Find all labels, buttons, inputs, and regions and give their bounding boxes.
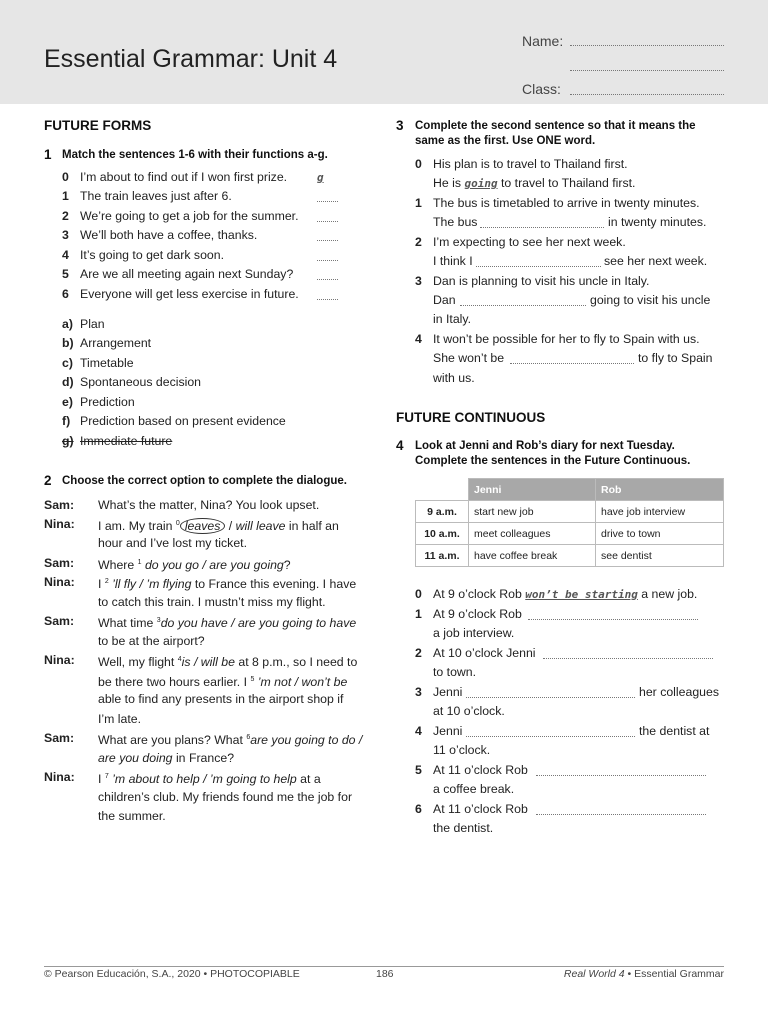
sentence: in twenty minutes. — [608, 215, 707, 229]
speaker-label: Nina: — [44, 653, 75, 667]
sentence: We’re going to get a job for the summer. — [80, 209, 299, 223]
sentence: the dentist at — [639, 724, 710, 738]
table-row — [416, 523, 724, 545]
dialogue-line: Well, my flight $^4$is / will be at 8 p.m., so I need to — [98, 655, 358, 670]
name-label: Name: — [522, 33, 564, 49]
speaker-label: Nina: — [44, 770, 75, 784]
footer-copyright: © Pearson Educación, S.A., 2020 • PHOTOCOPIABLE — [44, 968, 300, 980]
sentence: The bus is timetabled to arrive in twenty minutes. — [433, 196, 700, 210]
class-field[interactable] — [570, 81, 724, 95]
sentence: It’s going to get dark soon. — [80, 248, 225, 262]
item-number: 0 — [415, 157, 422, 171]
item-number: 6 — [62, 287, 69, 301]
sentence: Dan is planning to visit his uncle in Italy. — [433, 274, 650, 288]
function-letter: b) — [62, 336, 74, 350]
table-header: Jenni — [469, 479, 596, 501]
sentence: 11 o’clock. — [433, 743, 491, 757]
function-text: Prediction based on present evidence — [80, 414, 286, 428]
sentence: At 11 o’clock Rob — [433, 763, 528, 777]
table-cell: have job interview — [595, 501, 723, 523]
sentence: Everyone will get less exercise in future. — [80, 287, 299, 301]
function-letter: a) — [62, 317, 73, 331]
exercise-3-number: 3 — [396, 118, 404, 133]
function-text: Plan — [80, 317, 105, 331]
dialogue-line: I’m late. — [98, 712, 142, 726]
sentence: in Italy. — [433, 312, 472, 326]
dialogue-line: able to find any presents in the airport shop if — [98, 692, 344, 706]
sentence: The bus — [433, 215, 478, 229]
footer-book-title: Real World 4 • Essential Grammar — [563, 968, 724, 980]
sentence: I’m expecting to see her next week. — [433, 235, 626, 249]
answer-blank[interactable] — [528, 609, 698, 620]
table-header-row — [416, 479, 724, 501]
function-text: Arrangement — [80, 336, 152, 350]
answer-blank[interactable] — [317, 211, 338, 222]
footer-divider — [44, 966, 724, 967]
table-header: Rob — [595, 479, 723, 501]
sentence: At 9 o’clock Rob — [433, 607, 522, 621]
sentence: Dan — [433, 293, 456, 307]
sentence: The train leaves just after 6. — [80, 189, 232, 203]
item-number: 1 — [415, 607, 422, 621]
sentence: a job interview. — [433, 626, 515, 640]
speaker-label: Sam: — [44, 614, 75, 628]
table-header — [416, 479, 469, 501]
table-row — [416, 545, 724, 567]
class-label: Class: — [522, 81, 561, 97]
section-future-forms: FUTURE FORMS — [44, 118, 152, 133]
table-cell: 11 a.m. — [416, 545, 469, 567]
page-number: 186 — [376, 968, 394, 980]
answer-blank[interactable] — [466, 726, 635, 737]
sentence: the dentist. — [433, 821, 494, 835]
page-title: Essential Grammar: Unit 4 — [44, 45, 338, 73]
speaker-label: Sam: — [44, 498, 75, 512]
circled-option: leaves — [180, 518, 226, 534]
table-cell: 10 a.m. — [416, 523, 469, 545]
exercise-1-instruction: Match the sentences 1-6 with their functions a-g. — [62, 149, 328, 161]
answer-blank[interactable] — [480, 217, 604, 228]
answer-blank[interactable] — [317, 191, 338, 202]
dialogue-line: I am. My train $^0$ leaves / will leave in half an — [98, 519, 339, 534]
table-cell: drive to town — [595, 523, 723, 545]
answer-blank[interactable] — [543, 648, 713, 659]
function-text: Spontaneous decision — [80, 375, 202, 389]
exercise-4-number: 4 — [396, 438, 404, 453]
exercise-3-instruction: Complete the second sentence so that it means the same as the first. Use ONE word. — [415, 120, 696, 147]
example-answer: g — [317, 171, 324, 184]
dialogue-line: Where $^1$ do you go / are you going? — [98, 558, 291, 573]
table-row — [416, 501, 724, 523]
item-number: 3 — [415, 685, 422, 699]
table-cell: have coffee break — [469, 545, 596, 567]
speaker-label: Nina: — [44, 575, 75, 589]
sentence: going to visit his uncle — [590, 293, 711, 307]
exercise-1-number: 1 — [44, 147, 52, 162]
dialogue-line: hour and I’ve lost my ticket. — [98, 536, 247, 550]
answer-blank[interactable] — [317, 250, 338, 261]
dialogue-line: What are you plans? What $^6$are you going to do / — [98, 733, 363, 748]
dialogue-line: the summer. — [98, 809, 166, 823]
exercise-2-number: 2 — [44, 473, 52, 488]
diary-table — [415, 478, 724, 567]
sentence: His plan is to travel to Thailand first. — [433, 157, 628, 171]
answer-blank[interactable] — [476, 256, 601, 267]
table-cell: start new job — [469, 501, 596, 523]
function-letter: f) — [62, 414, 71, 428]
sentence: her colleagues — [639, 685, 719, 699]
sentence: a coffee break. — [433, 782, 515, 796]
item-number: 0 — [415, 587, 422, 601]
item-number: 2 — [415, 646, 422, 660]
dialogue-line: I $^2$ ’ll fly / ’m flying to France this evening. I have — [98, 577, 357, 592]
sentence: to fly to Spain — [638, 351, 713, 365]
item-number: 6 — [415, 802, 422, 816]
sentence: to town. — [433, 665, 477, 679]
name-field[interactable] — [570, 32, 724, 46]
answer-blank[interactable] — [317, 269, 338, 280]
speaker-label: Nina: — [44, 517, 75, 531]
sentence: We’ll both have a coffee, thanks. — [80, 228, 258, 242]
dialogue-line: to be at the airport? — [98, 634, 205, 648]
function-text-crossed: Immediate future — [80, 434, 173, 448]
item-number: 5 — [415, 763, 422, 777]
sentence: He is going to travel to Thailand first. — [433, 176, 636, 190]
sentence: Are we all meeting again next Sunday? — [80, 267, 294, 281]
answer-blank[interactable] — [460, 295, 586, 306]
item-number: 5 — [62, 267, 69, 281]
item-number: 4 — [415, 332, 422, 346]
section-future-continuous: FUTURE CONTINUOUS — [396, 410, 546, 425]
item-number: 1 — [62, 189, 69, 203]
example-answer: won’t be starting — [525, 588, 638, 601]
answer-blank[interactable] — [317, 230, 338, 241]
item-number: 3 — [415, 274, 422, 288]
speaker-label: Sam: — [44, 556, 75, 570]
item-number: 3 — [62, 228, 69, 242]
function-letter: c) — [62, 356, 73, 370]
sentence: Jenni — [433, 685, 463, 699]
sentence: At 10 o’clock Jenni — [433, 646, 536, 660]
dialogue-line: children’s club. My friends found me the job for — [98, 790, 353, 804]
answer-blank[interactable] — [317, 289, 338, 300]
item-number: 4 — [415, 724, 422, 738]
dialogue-line: are you doing in France? — [98, 751, 235, 765]
function-letter: e) — [62, 395, 73, 409]
item-number: 0 — [62, 170, 69, 184]
exercise-2-instruction: Choose the correct option to complete the dialogue. — [62, 475, 347, 487]
sentence: It won’t be possible for her to fly to Spain with us. — [433, 332, 700, 346]
item-number: 4 — [62, 248, 69, 262]
sentence: Jenni — [433, 724, 463, 738]
answer-blank[interactable] — [536, 765, 706, 776]
sentence: At 11 o’clock Rob — [433, 802, 528, 816]
sentence: with us. — [433, 371, 475, 385]
table-cell: meet colleagues — [469, 523, 596, 545]
function-letter-crossed: g) — [62, 434, 74, 448]
answer-blank[interactable] — [466, 687, 635, 698]
name-field-line2[interactable] — [570, 58, 724, 71]
item-number: 2 — [62, 209, 69, 223]
function-text: Timetable — [80, 356, 134, 370]
table-cell: 9 a.m. — [416, 501, 469, 523]
answer-blank[interactable] — [536, 804, 706, 815]
sentence: I think I — [433, 254, 473, 268]
speaker-label: Sam: — [44, 731, 75, 745]
exercise-4-instruction: Look at Jenni and Rob’s diary for next Tuesday. Complete the sentences in the Future Continuous. — [415, 440, 691, 467]
dialogue-line: be there two hours earlier. I $^5$ ’m not / won’t be — [98, 675, 348, 690]
function-text: Prediction — [80, 395, 135, 409]
dialogue-line: What’s the matter, Nina? You look upset. — [98, 498, 320, 512]
sentence: I’m about to find out if I won first prize. — [80, 170, 288, 184]
table-cell: see dentist — [595, 545, 723, 567]
dialogue-line: to catch this train. I mustn’t miss my flight. — [98, 595, 326, 609]
example-answer: going — [464, 177, 498, 190]
sentence: see her next week. — [604, 254, 708, 268]
item-number: 2 — [415, 235, 422, 249]
answer-blank[interactable] — [510, 353, 634, 364]
sentence: At 9 o’clock Rob won’t be starting a new job. — [433, 587, 698, 601]
dialogue-line: I $^7$ ’m about to help / ’m going to help at a — [98, 772, 321, 787]
sentence: at 10 o’clock. — [433, 704, 505, 718]
dialogue-line: What time $^3$do you have / are you going to have — [98, 616, 357, 631]
item-number: 1 — [415, 196, 422, 210]
function-letter: d) — [62, 375, 74, 389]
sentence: She won’t be — [433, 351, 505, 365]
